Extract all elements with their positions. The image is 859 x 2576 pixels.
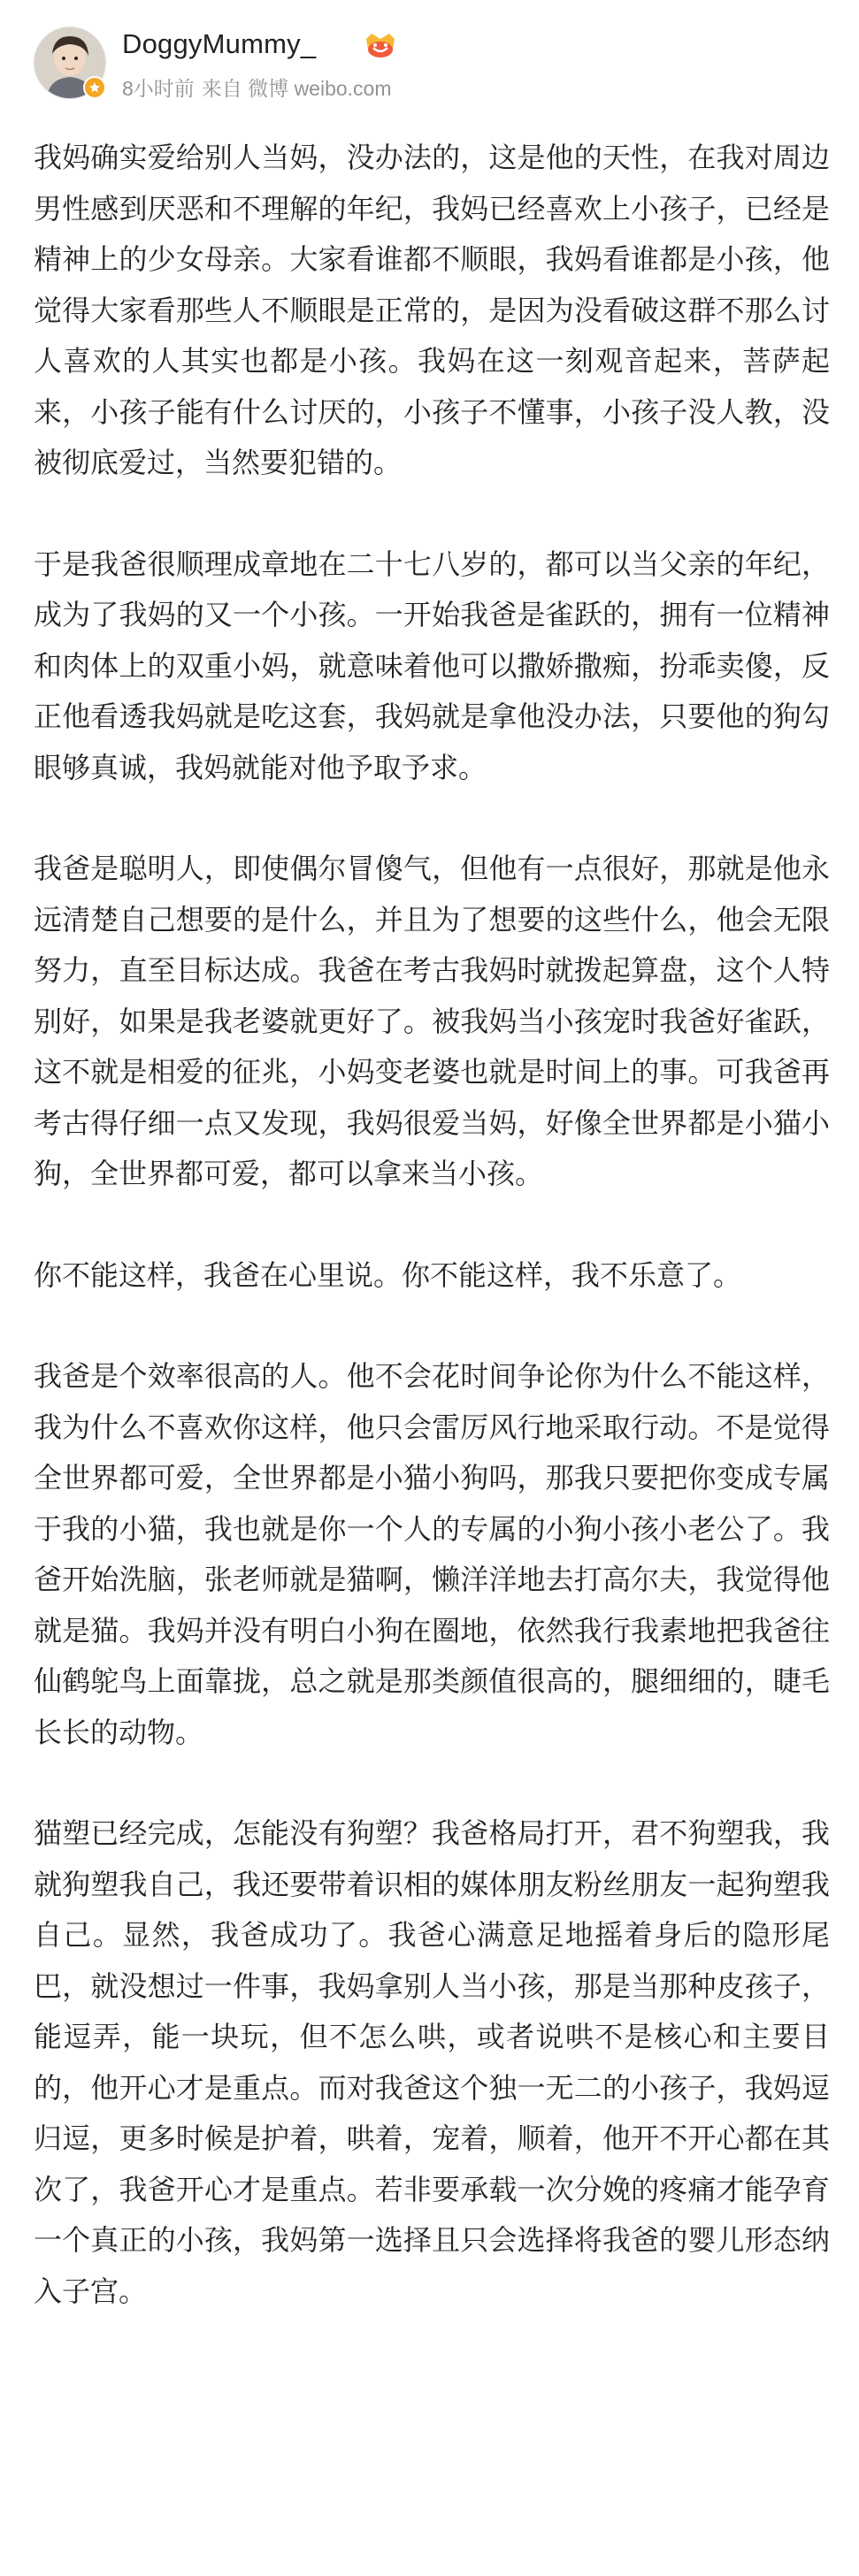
verified-badge-icon bbox=[83, 76, 106, 99]
post-body bbox=[34, 133, 830, 2367]
post-paragraph-6: 猫塑已经完成，怎能没有狗塑？我爸格局打开，君不狗塑我，我就狗塑我自己，我还要带着识相的媒体朋友粉丝朋友一起狗塑我自己。显然，我爸成功了。我爸心满意足地摇着身后的隐形尾巴，就没想过一件事，我妈拿别人当小孩，那是当那种皮孩子，能逗弄，能一块玩，但不怎么哄，或者说哄不是核心和主要目的，他开心才是重点。而对我爸这个独一无二的小孩子，我妈逗归逗，更多时候是护着，哄着，宠着，顺着，他开不开心都在其次了，我爸开心才是重点。若非要承载一次分娩的疼痛才能孕育一个真正的小孩，我妈第一选择且只会选择将我爸的婴儿形态纳入子宫。 bbox=[34, 1816, 830, 2308]
post-time: 8小时前 bbox=[122, 77, 195, 100]
avatar-container[interactable] bbox=[34, 27, 106, 99]
post-paragraph-1: 我妈确实爱给别人当妈，没办法的，这是他的天性，在我对周边男性感到厌恶和不理解的年纪，我妈已经喜欢上小孩子，已经是精神上的少女母亲。大家看谁都不顺眼，我妈看谁都是小孩，他觉得大家看那些人不顺眼是正常的，是因为没看破这群不那么讨人喜欢的人其实也都是小孩。我妈在这一刻观音起来，菩萨起来，小孩子能有什么讨厌的，小孩子不懂事，小孩子没人教，没被彻底爱过，当然要犯错的。 bbox=[34, 141, 830, 479]
post-paragraph-5: 我爸是个效率很高的人。他不会花时间争论你为什么不能这样，我为什么不喜欢你这样，他只会雷厉风行地采取行动。不是觉得全世界都可爱，全世界都是小猫小狗吗，那我只要把你变成专属于我的小猫，我也就是你一个人的专属的小狗小孩小老公了。我爸开始洗脑，张老师就是猫啊，懒洋洋地去打高尔夫，我觉得他就是猫。我妈并没有明白小狗在圈地，依然我行我素地把我爸往仙鹤鸵鸟上面靠拢，总之就是那类颜值很高的，腿细细的，睫毛长长的动物。 bbox=[34, 1359, 830, 1749]
post-meta bbox=[122, 73, 399, 102]
post-paragraph-3: 我爸是聪明人，即使偶尔冒傻气，但他有一点很好，那就是他永远清楚自己想要的是什么，并且为了想要的这些什么，他会无限努力，直至目标达成。我爸在考古我妈时就拨起算盘，这个人特别好，如果是我老婆就更好了。被我妈当小孩宠时我爸好雀跃，这不就是相爱的征兆，小妈变老婆也就是时间上的事。可我爸再考古得仔细一点又发现，我妈很爱当妈，好像全世界都是小猫小狗，全世界都可爱，都可以拿来当小孩。 bbox=[34, 852, 830, 1190]
post-paragraph-2: 于是我爸很顺理成章地在二十七八岁的，都可以当父亲的年纪，成为了我妈的又一个小孩。一开始我爸是雀跃的，拥有一位精神和肉体上的双重小妈，就意味着他可以撒娇撒痴，扮乖卖傻，反正他看透我妈就是吃这套，我妈就是拿他没办法，只要他的狗勾眼够真诚，我妈就能对他予取予求。 bbox=[34, 547, 830, 784]
vip-badge-icon[interactable] bbox=[363, 30, 398, 60]
post-paragraph-4: 你不能这样，我爸在心里说。你不能这样，我不乐意了。 bbox=[34, 1257, 742, 1292]
user-name[interactable]: DoggyMummy_ bbox=[122, 28, 317, 59]
post-source[interactable]: 来自 微博 weibo.com bbox=[201, 77, 392, 100]
post-header bbox=[34, 27, 830, 111]
